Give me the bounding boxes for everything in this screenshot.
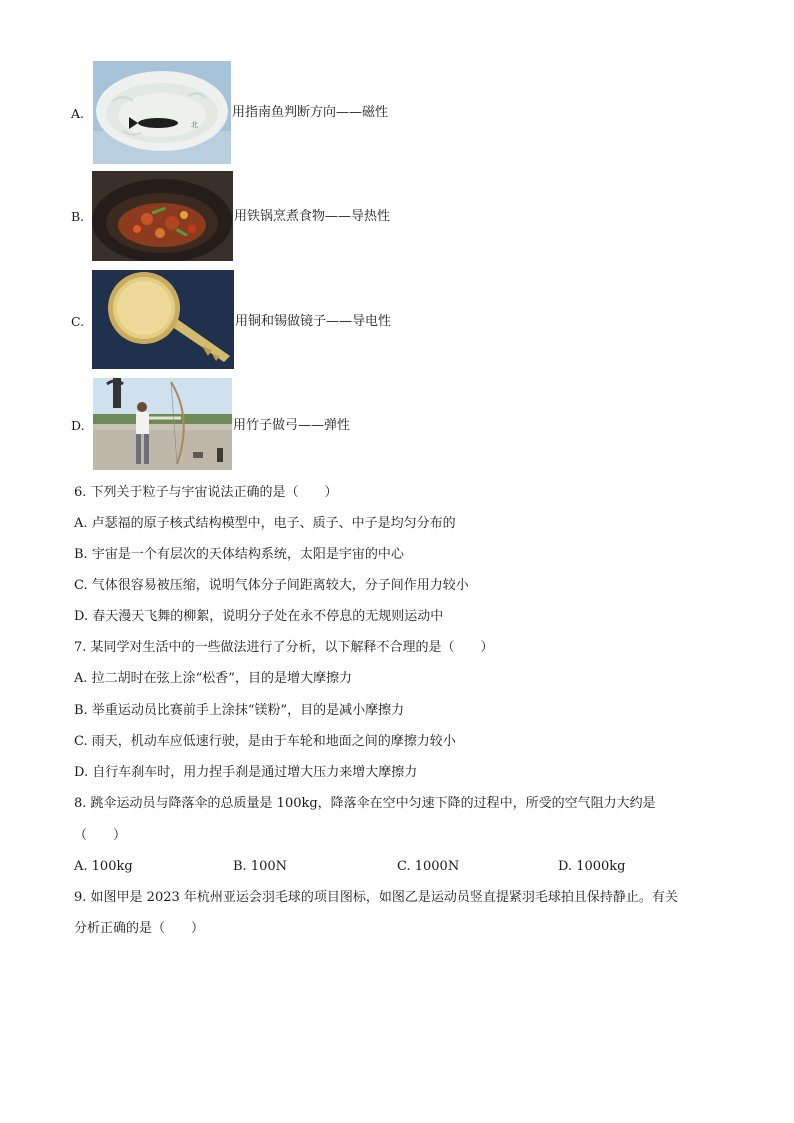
option-a-letter: A. <box>71 106 85 121</box>
q6-option-b: B. 宇宙是一个有层次的天体结构系统，太阳是宇宙的中心 <box>74 547 404 562</box>
q8-option-b: B. 100N <box>233 859 288 874</box>
q9-stem-line1: 9. 如图甲是 2023 年杭州亚运会羽毛球的项目图标，如图乙是运动员竖直提紧羽毛球拍且保持静止。有关 <box>74 890 678 905</box>
q8-option-d: D. 1000kg <box>558 859 626 874</box>
bronze-mirror-image <box>92 270 234 369</box>
q6-option-a: A. 卢瑟福的原子核式结构模型中，电子、质子、中子是均匀分布的 <box>74 516 456 531</box>
q8-option-a: A. 100kg <box>74 859 133 874</box>
q6-stem: 6. 下列关于粒子与宇宙说法正确的是（ ） <box>74 485 338 500</box>
q7-option-a: A. 拉二胡时在弦上涂“松香”，目的是增大摩擦力 <box>74 671 352 686</box>
q7-option-d: D. 自行车刹车时，用力捏手刹是通过增大压力来增大摩擦力 <box>74 765 418 780</box>
option-b-caption: 用铁锅烹煮食物——导热性 <box>234 209 391 224</box>
option-c-caption: 用铜和锡做镜子——导电性 <box>235 314 392 329</box>
q7-option-b: B. 举重运动员比赛前手上涂抹“镁粉”，目的是减小摩擦力 <box>74 703 405 718</box>
option-d-caption: 用竹子做弓——弹性 <box>233 418 351 433</box>
iron-wok-food-image <box>92 171 233 261</box>
q8-stem-line2: （ ） <box>74 828 127 843</box>
option-b-letter: B. <box>71 209 85 224</box>
q9-stem-line2: 分析正确的是（ ） <box>74 921 205 936</box>
option-c-letter: C. <box>71 314 85 329</box>
q8-stem-line1: 8. 跳伞运动员与降落伞的总质量是 100kg，降落伞在空中匀速下降的过程中，所受的空气阻力大约是 <box>74 796 656 811</box>
q6-option-d: D. 春天漫天飞舞的柳絮，说明分子处在永不停息的无规则运动中 <box>74 609 444 624</box>
q7-stem: 7. 某同学对生活中的一些做法进行了分析，以下解释不合理的是（ ） <box>74 640 494 655</box>
q7-option-c: C. 雨天，机动车应低速行驶，是由于车轮和地面之间的摩擦力较小 <box>74 734 456 749</box>
archer-bamboo-bow-image <box>93 378 232 470</box>
option-a-caption: 用指南鱼判断方向——磁性 <box>232 105 389 120</box>
q6-option-c: C. 气体很容易被压缩，说明气体分子间距离较大，分子间作用力较小 <box>74 578 469 593</box>
option-d-letter: D. <box>71 418 85 433</box>
q8-option-c: C. 1000N <box>397 859 460 874</box>
compass-fish-bowl-image <box>93 61 231 164</box>
svg-text:北: 北 <box>191 121 198 129</box>
